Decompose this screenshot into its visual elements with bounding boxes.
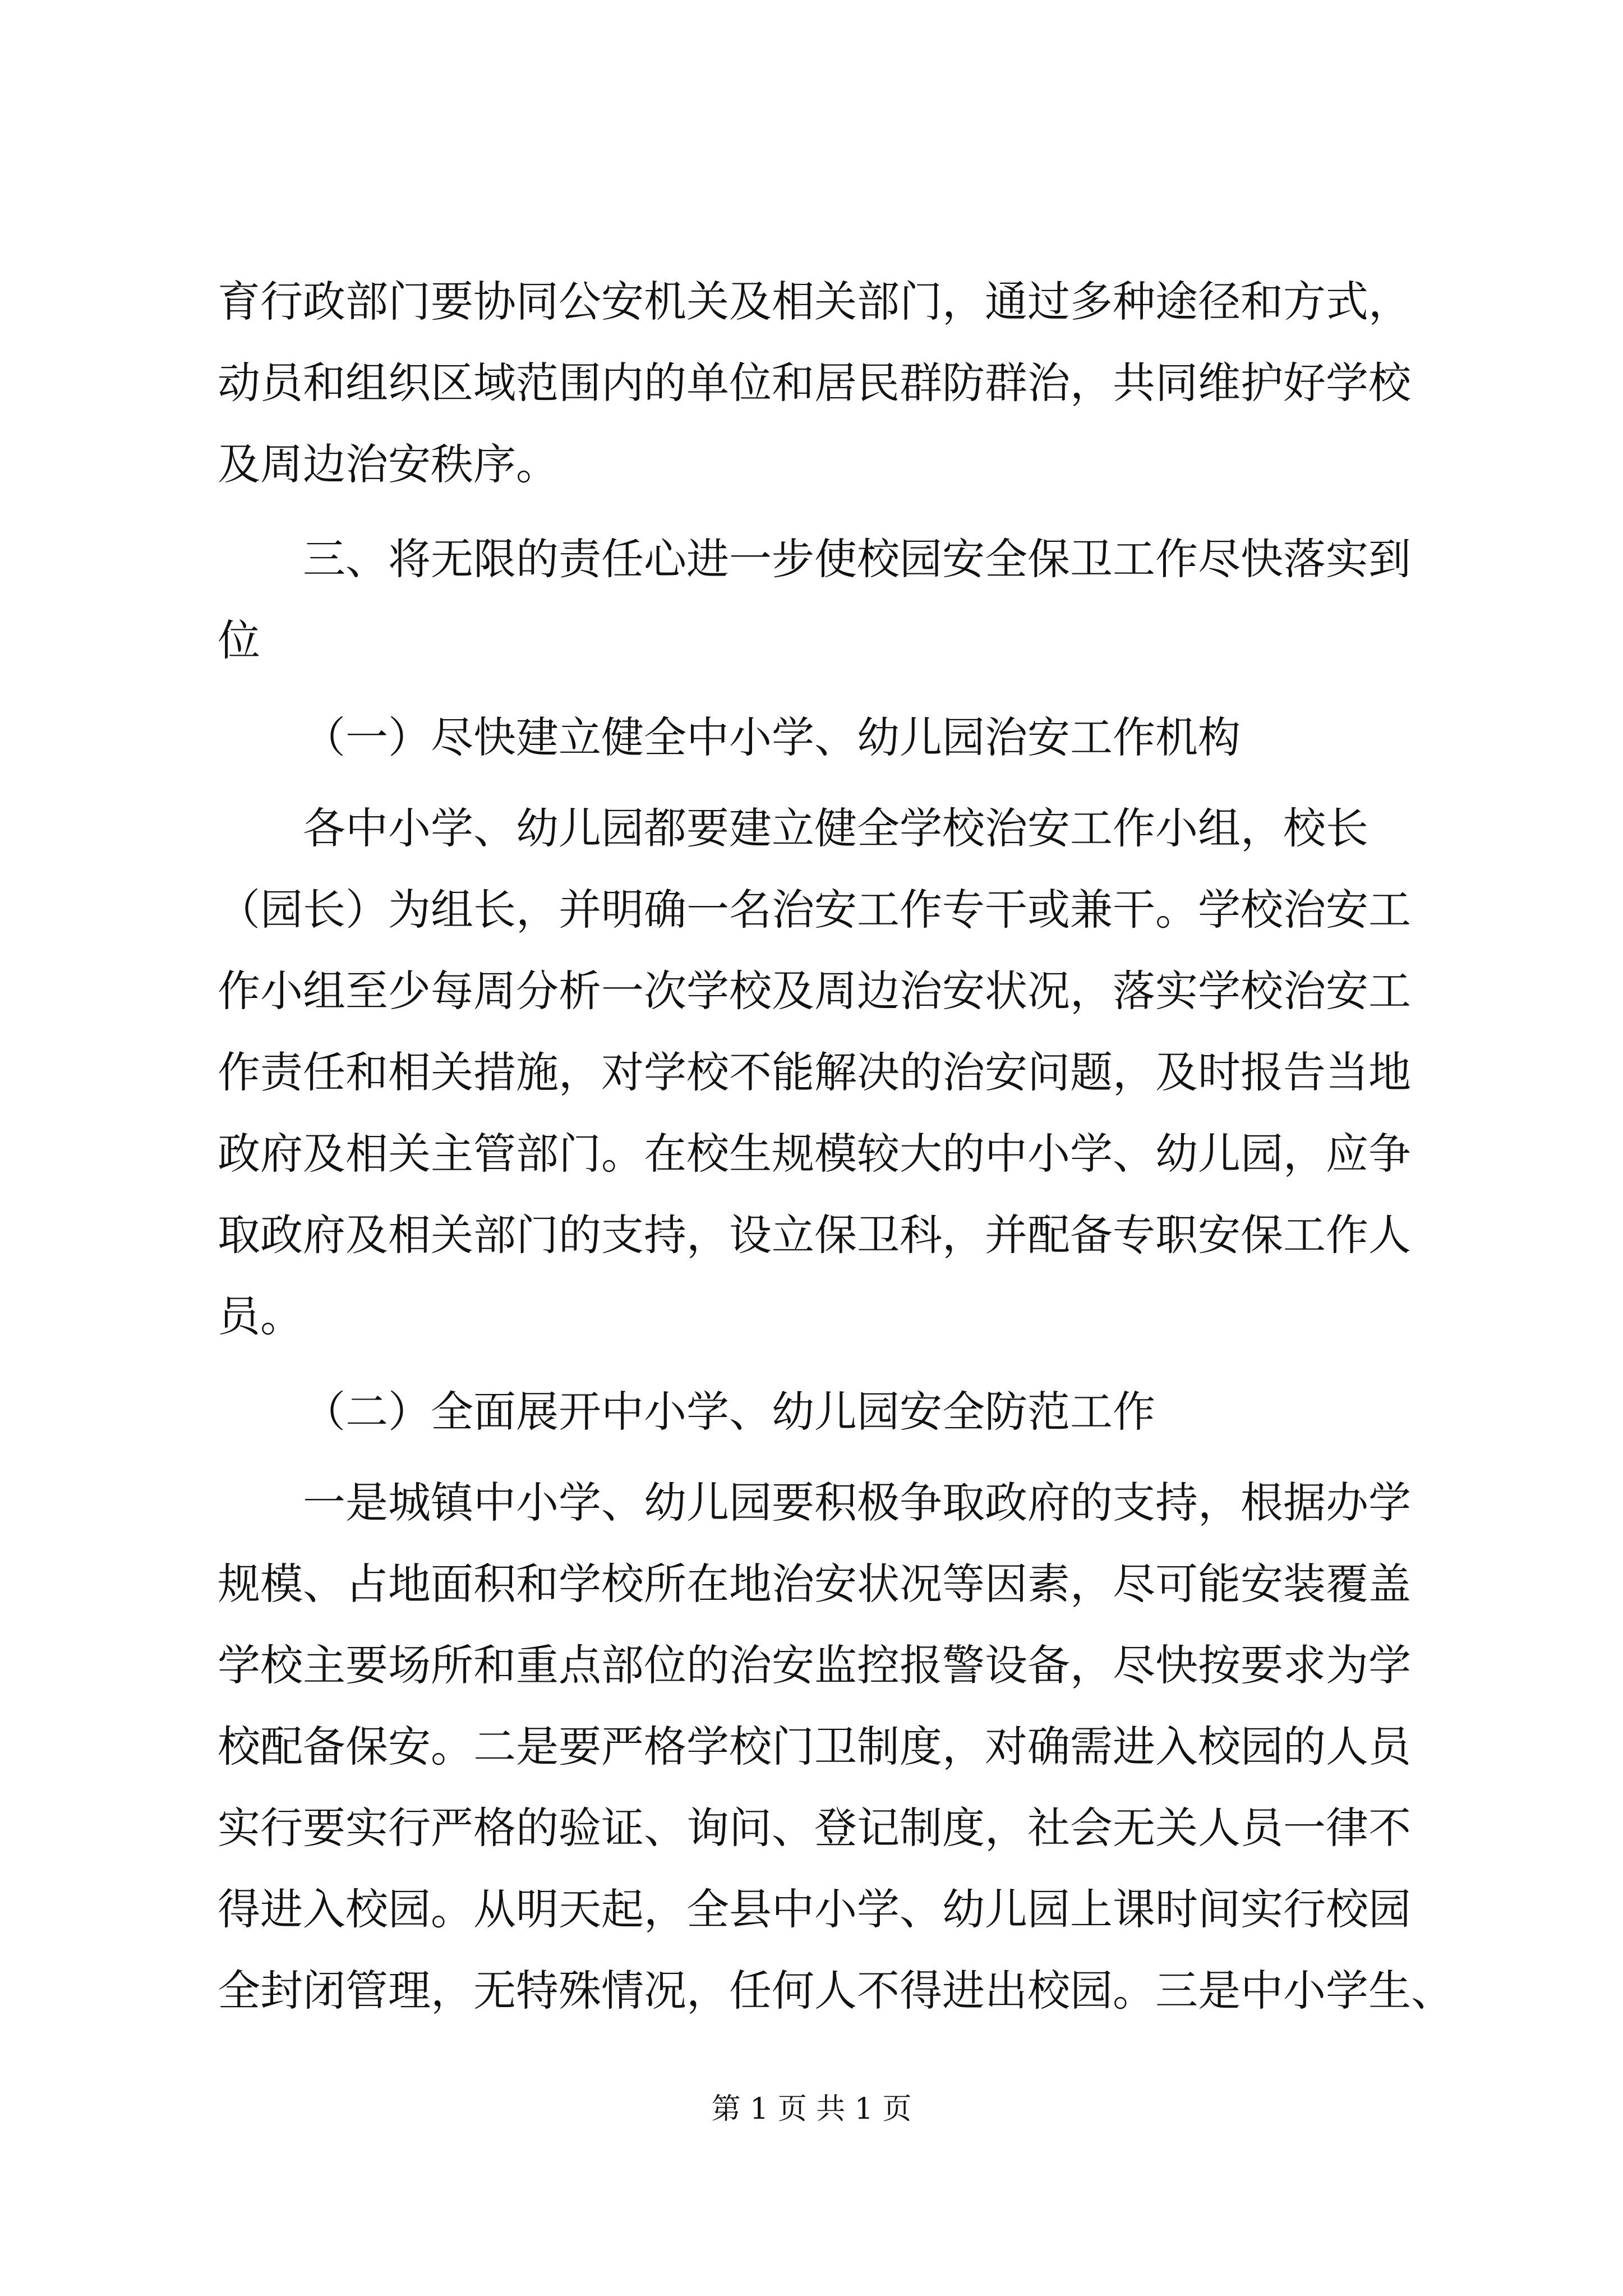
body-text-line: 得进入校园。从明天起，全县中小学、幼儿园上课时间实行校园: [218, 1884, 1411, 1934]
subsection-heading: （二）全面展开中小学、幼儿园安全防范工作: [303, 1387, 1155, 1437]
body-text-line: 及周边治安秩序。: [218, 439, 559, 489]
body-text-line: 员。: [218, 1291, 303, 1341]
body-text-line: 实行要实行严格的验证、询问、登记制度，社会无关人员一律不: [218, 1803, 1411, 1853]
body-text-line: 校配备保安。二是要严格学校门卫制度，对确需进入校园的人员: [218, 1722, 1411, 1772]
body-text-line: 全封闭管理，无特殊情况，任何人不得进出校园。三是中小学生、: [218, 1966, 1454, 2016]
body-text-line: 规模、占地面积和学校所在地治安状况等因素，尽可能安装覆盖: [218, 1559, 1411, 1609]
body-text-line: 取政府及相关部门的支持，设立保卫科，并配备专职安保工作人: [218, 1210, 1411, 1260]
body-text-line: 动员和组织区域范围内的单位和居民群防群治，共同维护好学校: [218, 358, 1411, 408]
page-footer: 第 1 页 共 1 页: [711, 2092, 912, 2126]
body-text-line: 各中小学、幼儿园都要建立健全学校治安工作小组，校长: [303, 803, 1368, 853]
subsection-heading: （一）尽快建立健全中小学、幼儿园治安工作机构: [303, 712, 1241, 762]
body-text-line: 政府及相关主管部门。在校生规模较大的中小学、幼儿园，应争: [218, 1129, 1411, 1179]
body-text-line: 作小组至少每周分析一次学校及周边治安状况，落实学校治安工: [218, 966, 1411, 1016]
section-heading-continuation: 位: [218, 615, 260, 665]
body-text-line: 育行政部门要协同公安机关及相关部门，通过多种途径和方式，: [218, 277, 1411, 326]
body-text-line: （园长）为组长，并明确一名治安工作专干或兼干。学校治安工: [218, 885, 1411, 935]
section-heading: 三、将无限的责任心进一步使校园安全保卫工作尽快落实到: [303, 534, 1411, 584]
body-text-line: 作责任和相关措施，对学校不能解决的治安问题，及时报告当地: [218, 1047, 1411, 1097]
body-text-line: 学校主要场所和重点部位的治安监控报警设备，尽快按要求为学: [218, 1640, 1411, 1690]
body-text-line: 一是城镇中小学、幼儿园要积极争取政府的支持，根据办学: [303, 1478, 1411, 1527]
